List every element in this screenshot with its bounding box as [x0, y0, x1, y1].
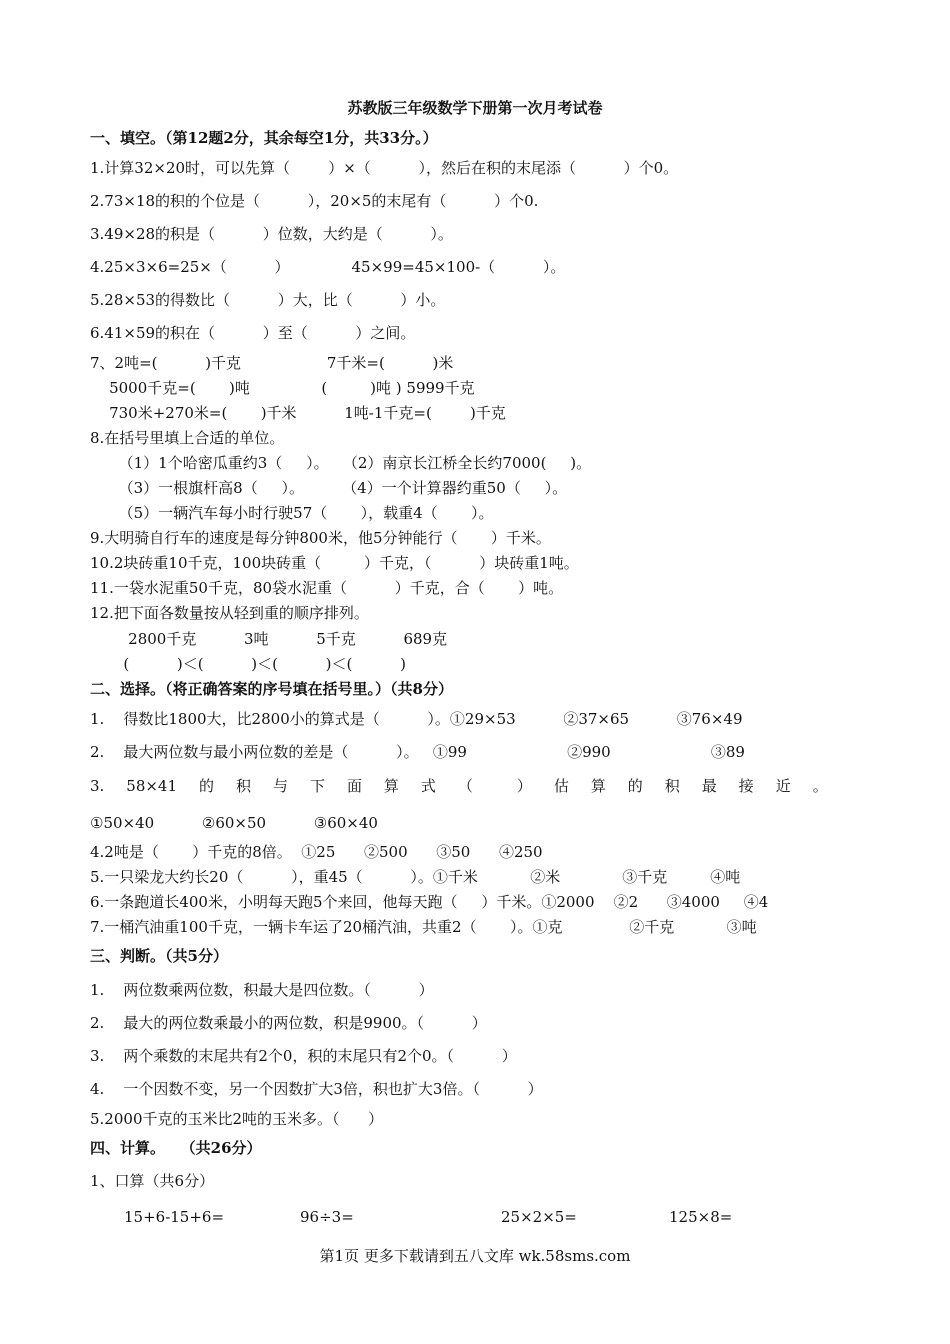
calc-item-2: 96÷3= [300, 1208, 354, 1226]
judge-q5: 5.2000千克的玉米比2吨的玉米多。（ ） [90, 1110, 384, 1128]
calc-sub1-heading: 1、口算（共6分） [90, 1172, 215, 1190]
fill-q12: 12.把下面各数量按从轻到重的顺序排列。 [90, 604, 369, 622]
choice-q1: 1. 得数比1800大，比2800小的算式是（ ）。①29×53 ②37×65 ③76×49 [90, 710, 743, 728]
choice-q6: 6.一条跑道长400米，小明每天跑5个来回，他每天跑（ ）千米。①2000 ②2 ③4000 ④4 [90, 893, 769, 911]
fill-q12-order: ( )＜( )＜( )＜( ) [90, 655, 406, 673]
fill-q9: 9.大明骑自行车的速度是每分钟800米，他5分钟能行（ ）千米。 [90, 529, 551, 547]
fill-q4: 4.25×3×6=25×（ ） 45×99=45×100-（ ）。 [90, 258, 566, 276]
fill-q12-values: 2800千克 3吨 5千克 689克 [90, 630, 448, 648]
fill-q7-line1: 7、2吨=( )千克 7千米=( )米 [90, 354, 454, 372]
page-title: 苏教版三年级数学下册第一次月考试卷 [347, 99, 603, 117]
fill-q8: 8.在括号里填上合适的单位。 [90, 429, 285, 447]
calc-item-3: 25×2×5= [501, 1208, 577, 1226]
section-1-heading: 一、填空。（第12题2分，其余每空1分，共33分。） [90, 129, 438, 147]
fill-q7-line2: 5000千克=( )吨 ( )吨 ) 5999千克 [90, 379, 475, 397]
choice-q3: 3. 58×41 的 积 与 下 面 算 式 （ ） 估 算 的 积 最 接 近 。 [90, 777, 828, 795]
fill-q8-row3: （5）一辆汽车每小时行驶57（ ），载重4（ ）。 [90, 504, 494, 522]
fill-q1: 1.计算32×20时，可以先算（ ）×（ ），然后在积的末尾添（ ）个0。 [90, 159, 679, 177]
fill-q8-row2: （3）一根旗杆高8（ ）。 （4）一个计算器约重50（ ）。 [90, 479, 568, 497]
fill-q8-row1: （1）1个哈密瓜重约3（ ）。 （2）南京长江桥全长约7000( )。 [90, 454, 592, 472]
choice-q5: 5.一只梁龙大约长20（ ），重45（ ）。①千米 ②米 ③千克 ④吨 [90, 868, 741, 886]
fill-q11: 11.一袋水泥重50千克，80袋水泥重（ ）千克，合（ ）吨。 [90, 579, 564, 597]
calc-item-4: 125×8= [669, 1208, 733, 1226]
section-3-heading: 三、判断。（共5分） [90, 947, 228, 965]
fill-q6: 6.41×59的积在（ ）至（ ）之间。 [90, 324, 416, 342]
fill-q2: 2.73×18的积的个位是（ ），20×5的末尾有（ ）个0. [90, 192, 539, 210]
choice-q3-options: ①50×40 ②60×50 ③60×40 [90, 814, 378, 832]
calc-item-1: 15+6-15+6= [124, 1208, 225, 1226]
choice-q2: 2. 最大两位数与最小两位数的差是（ ）。 ①99 ②990 ③89 [90, 743, 745, 761]
fill-q7-line3: 730米+270米=( )千米 1吨-1千克=( )千克 [90, 404, 506, 422]
fill-q3: 3.49×28的积是（ ）位数，大约是（ ）。 [90, 225, 453, 243]
fill-q10: 10.2块砖重10千克，100块砖重（ ）千克，（ ）块砖重1吨。 [90, 554, 579, 572]
section-2-heading: 二、选择。（将正确答案的序号填在括号里。）（共8分） [90, 680, 453, 698]
judge-q2: 2. 最大的两位数乘最小的两位数，积是9900。（ ） [90, 1014, 487, 1032]
section-4-heading: 四、计算。 （共26分） [90, 1139, 262, 1157]
fill-q5: 5.28×53的得数比（ ）大，比（ ）小。 [90, 291, 446, 309]
choice-q7: 7.一桶汽油重100千克，一辆卡车运了20桶汽油，共重2（ ）。①克 ②千克 ③吨 [90, 918, 757, 936]
page-footer: 第1页 更多下载请到五八文库 wk.58sms.com [319, 1247, 631, 1265]
choice-q4: 4.2吨是（ ）千克的8倍。 ①25 ②500 ③50 ④250 [90, 843, 543, 861]
judge-q4: 4. 一个因数不变，另一个因数扩大3倍，积也扩大3倍。（ ） [90, 1080, 543, 1098]
judge-q3: 3. 两个乘数的末尾共有2个0，积的末尾只有2个0。（ ） [90, 1047, 517, 1065]
judge-q1: 1. 两位数乘两位数，积最大是四位数。（ ） [90, 981, 434, 999]
